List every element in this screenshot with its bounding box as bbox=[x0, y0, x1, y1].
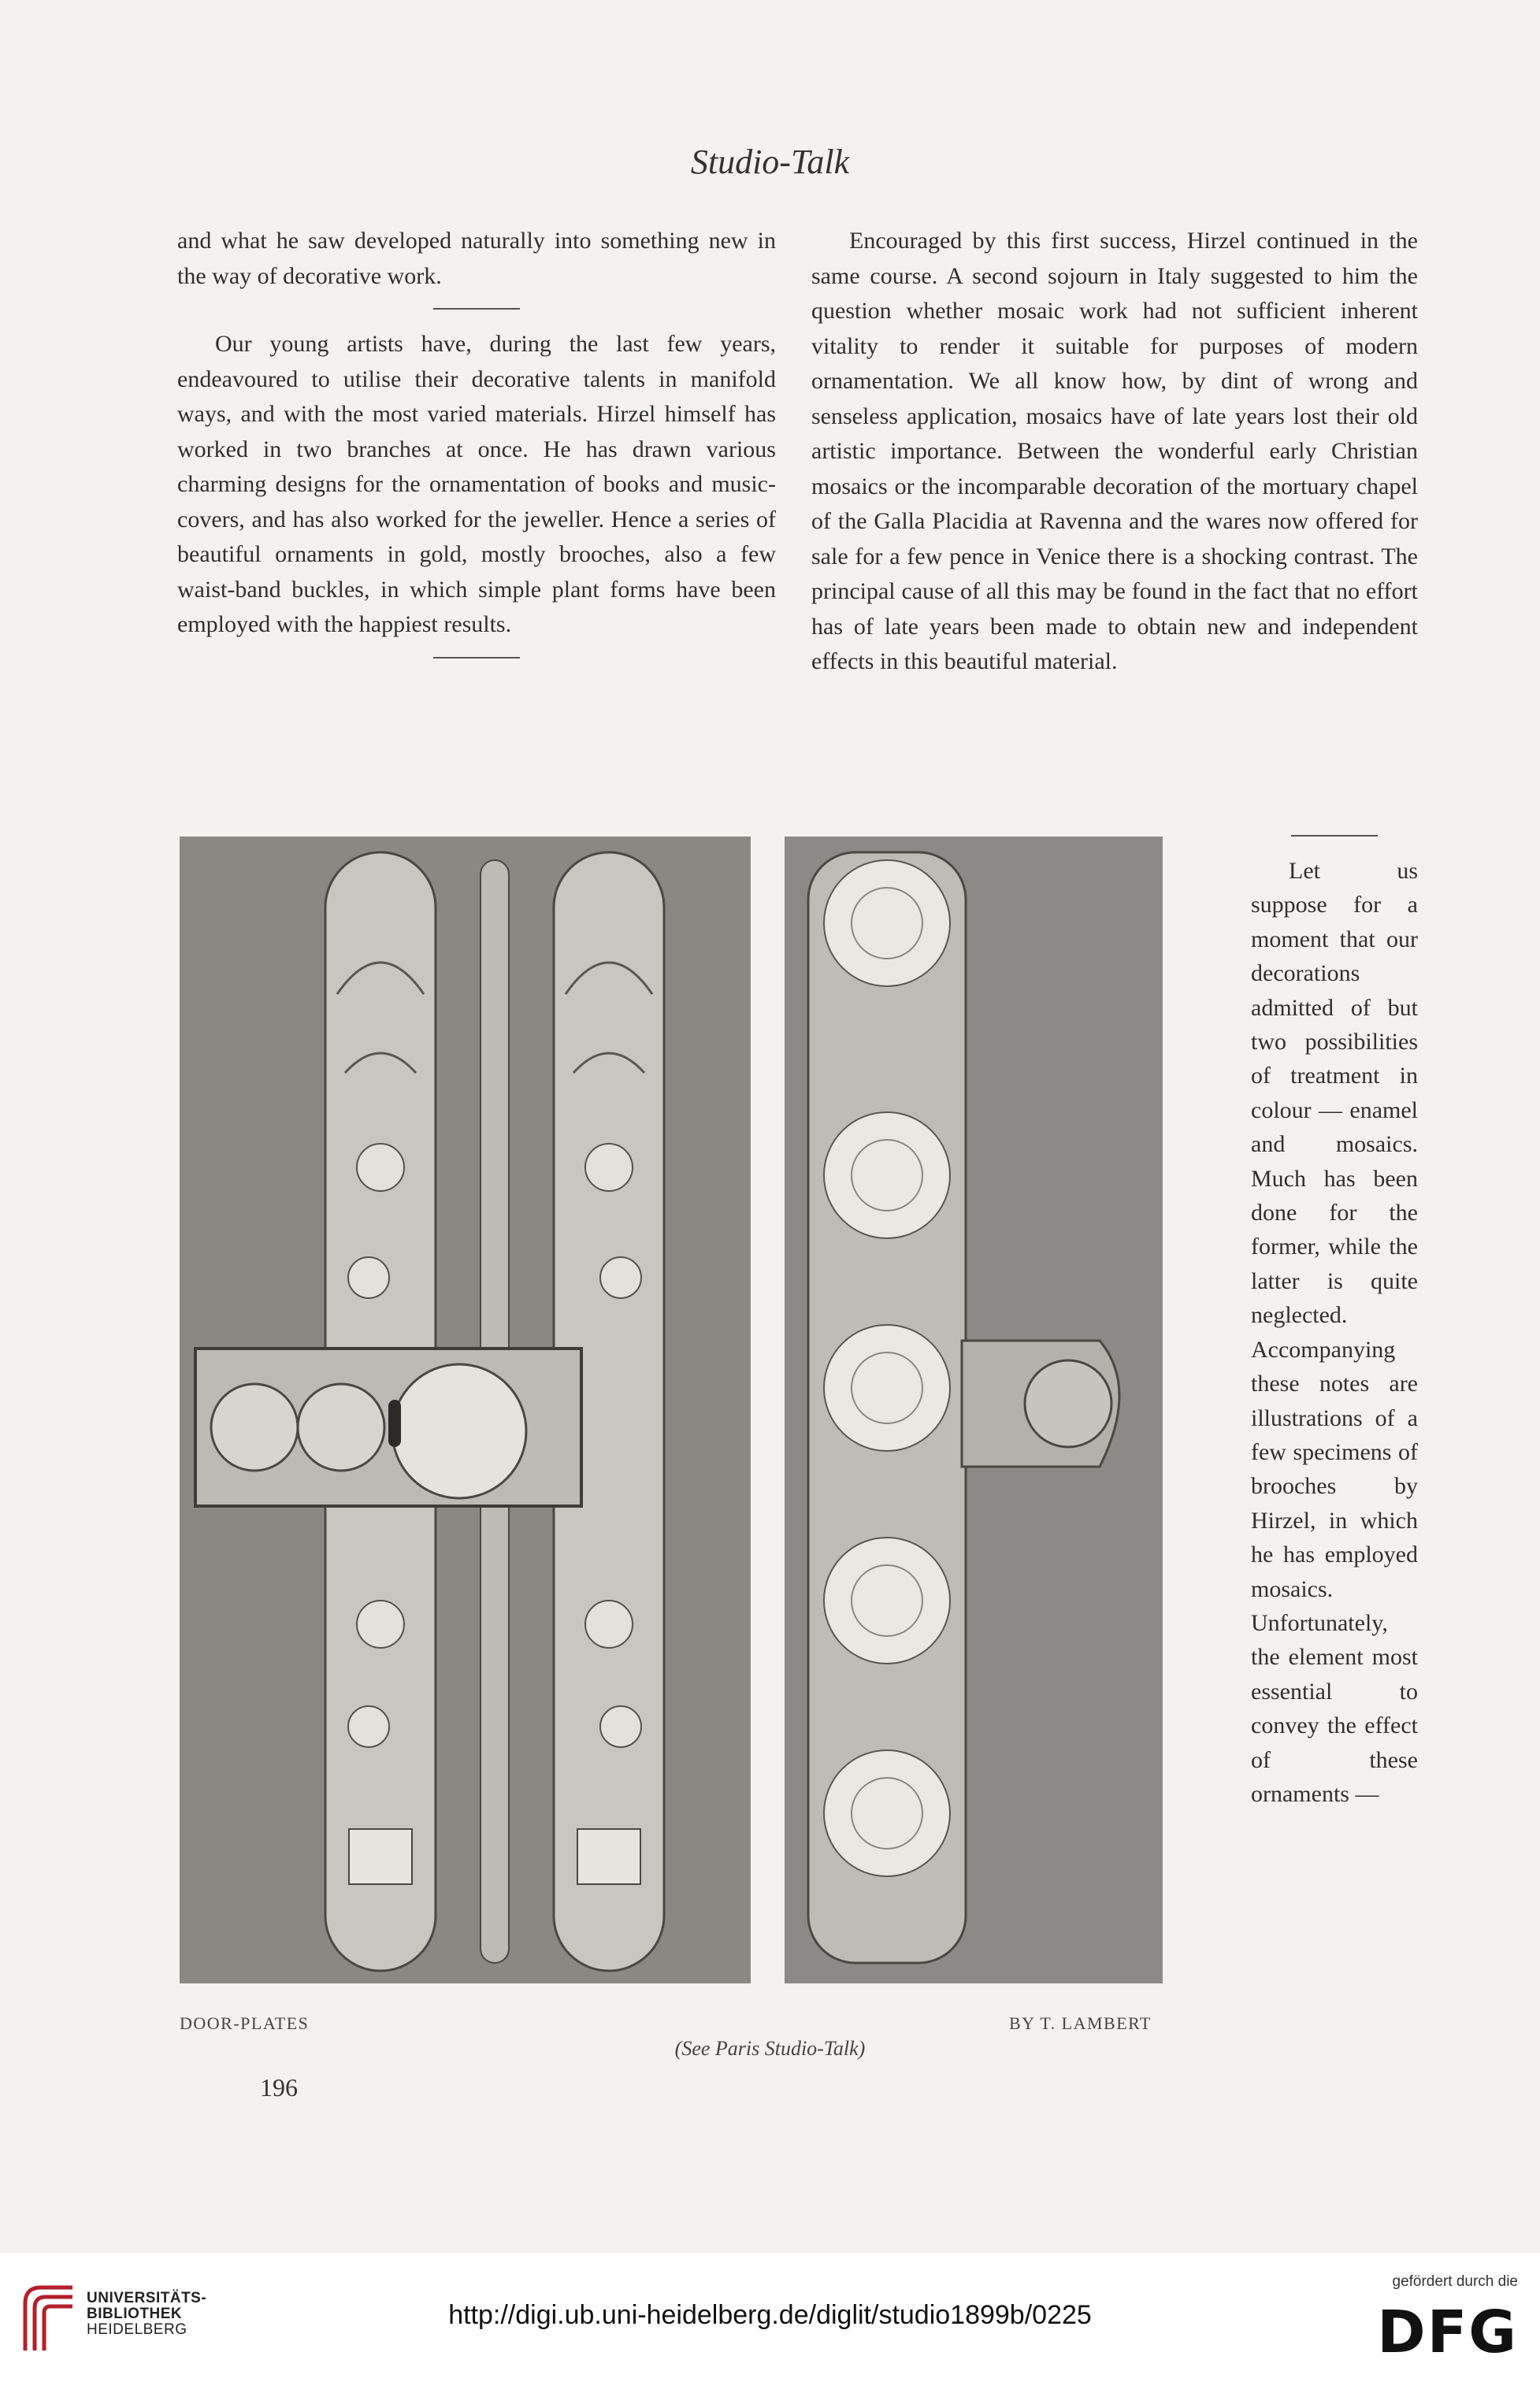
figure-caption-left: DOOR-PLATES bbox=[180, 2013, 310, 2033]
library-line: BIBLIOTHEK bbox=[87, 2306, 183, 2322]
right-column bbox=[811, 224, 1418, 680]
hinge-plate-photo bbox=[785, 837, 1163, 1983]
footer bbox=[0, 2253, 1540, 2382]
paragraph: Our young artists have, during the last few years, endeavoured to utilise their decorative talents in manifold ways, and with the most varied materials. Hirzel himself has worked in two branches at once. He has drawn various charming designs for the ornamentation of books and music-covers, and has also worked for the jeweller. Hence a series of beautiful ornaments in gold, mostly brooches, also a few waist-band buckles, in which simple plant forms have been employed with the happiest results. bbox=[177, 331, 776, 637]
divider bbox=[1291, 835, 1378, 837]
paragraph: Let us suppose for a moment that our decorations admitted of but two possibilities of treatment in colour — enamel and mosaics. Much has been done for the former, while the latter is quite neglected. Accompanying these notes are illustrations of a few specimens of brooches by Hirzel, in which he has employed mosaics. Unfortunately, the element most essential to convey the effect of these ornaments — bbox=[1251, 858, 1418, 1807]
divider bbox=[433, 657, 520, 659]
paragraph: and what he saw developed naturally into something new in the way of decorative work. bbox=[177, 228, 776, 289]
permalink-url[interactable]: http://digi.ub.uni-heidelberg.de/diglit/studio1899b/0225 bbox=[448, 2300, 1092, 2330]
running-header: Studio-Talk bbox=[690, 143, 850, 181]
left-column bbox=[177, 224, 776, 676]
library-line: HEIDELBERG bbox=[87, 2321, 187, 2338]
door-plates-illustration bbox=[180, 837, 751, 1983]
figure-caption-right: BY T. LAMBERT bbox=[1009, 2013, 1152, 2033]
funding-label: gefördert durch die bbox=[1392, 2273, 1518, 2290]
hinge-plate-illustration bbox=[785, 837, 1163, 1983]
dfg-logo: DFG bbox=[1377, 2299, 1518, 2366]
library-line: UNIVERSITÄTS- bbox=[87, 2290, 207, 2306]
paragraph: Encouraged by this first success, Hirzel continued in the same course. A second sojourn in Italy suggested to him the question whether mosaic work had not sufficient inherent vitality to render it suitable for purposes of modern ornamentation. We all know how, by dint of wrong and senseless application, mosaics have of late years lost their old artistic importance. Between the wonderful early Christian mosaics or the incomparable decoration of the mortuary chapel of the Galla Placidia at Ravenna and the wares now offered for sale for a few pence in Venice there is a shocking contrast. The principal cause of all this may be found in the fact that no effort has of late years been made to obtain new and independent effects in this beautiful material. bbox=[811, 228, 1418, 674]
page-number: 196 bbox=[260, 2073, 298, 2102]
door-plates-photo bbox=[180, 837, 751, 1983]
divider bbox=[433, 308, 520, 310]
narrow-column bbox=[1251, 835, 1418, 1811]
figure-caption-reference: (See Paris Studio-Talk) bbox=[674, 2037, 866, 2060]
